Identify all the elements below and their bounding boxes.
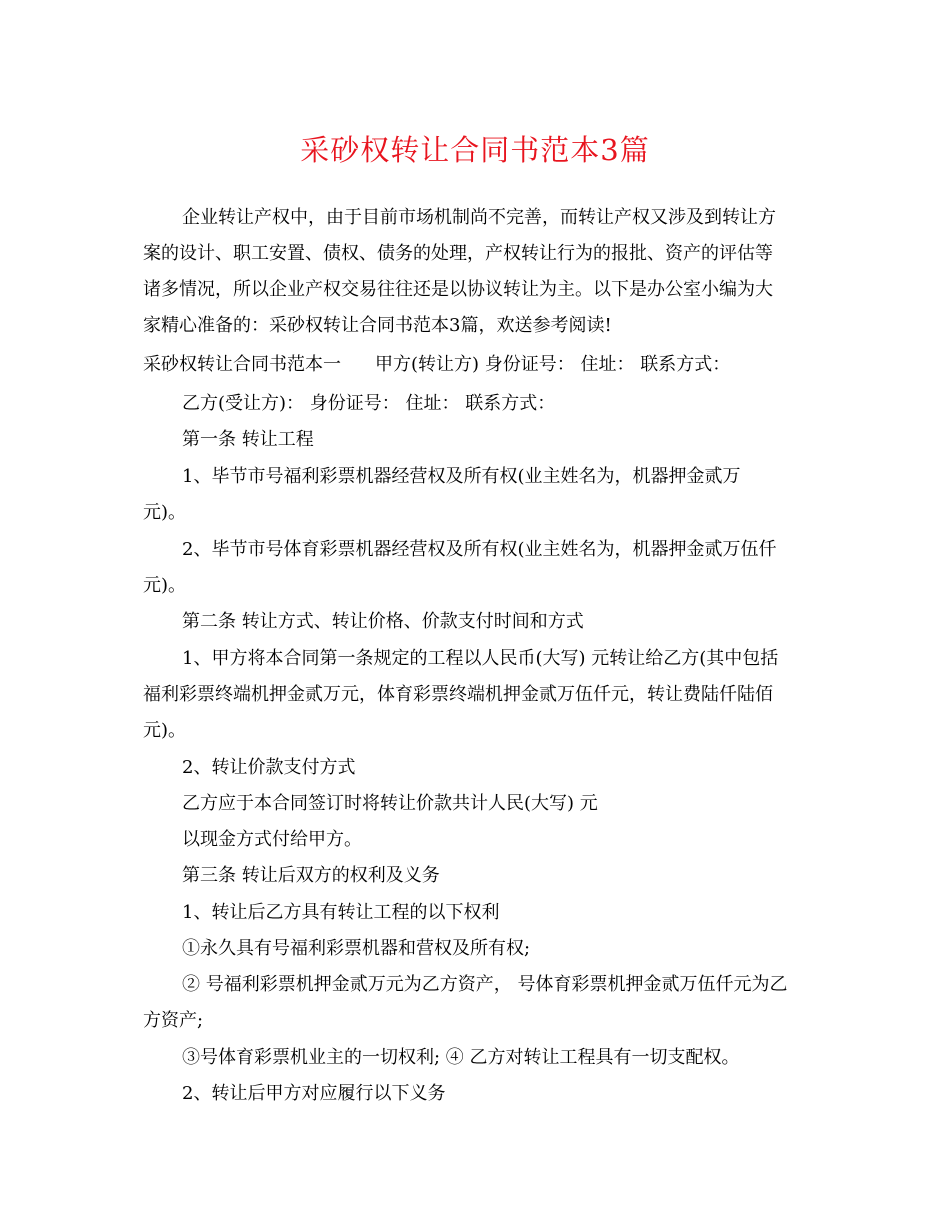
intro-line: 家精心准备的：采砂权转让合同书范本3篇，欢送参考阅读! (143, 315, 612, 336)
intro-line: 诸多情况，所以企业产权交易往往还是以协议转让为主。以下是办公室小编为大 (143, 279, 773, 300)
article-heading: 第三条 转让后双方的权利及义务 (182, 865, 440, 886)
clause-line: 方资产; (143, 1010, 204, 1031)
clause-line: 元)。 (143, 502, 187, 523)
party-a-line: 甲方(转让方) 身份证号： 住址： 联系方式： (375, 354, 731, 375)
clause-line: 2、转让价款支付方式 (182, 757, 356, 778)
article-heading: 第一条 转让工程 (182, 429, 314, 450)
sample-heading-row (143, 352, 730, 378)
clause-line: ①永久具有号福利彩票机器和营权及所有权; (182, 938, 531, 959)
intro-line: 案的设计、职工安置、债权、债务的处理，产权转让行为的报批、资产的评估等 (143, 243, 773, 264)
document-title: 采砂权转让合同书范本3篇 (300, 133, 650, 167)
sample-heading: 采砂权转让合同书范本一 (143, 354, 341, 375)
intro-line: 企业转让产权中，由于目前市场机制尚不完善，而转让产权又涉及到转让方 (182, 207, 776, 228)
clause-line: 2、毕节市号体育彩票机器经营权及所有权(业主姓名为，机器押金贰万伍仟 (182, 539, 777, 560)
clause-line: ② 号福利彩票机押金贰万元为乙方资产， 号体育彩票机押金贰万伍仟元为乙 (182, 974, 788, 995)
clause-line: 元)。 (143, 575, 187, 596)
article-heading: 第二条 转让方式、转让价格、价款支付时间和方式 (182, 611, 584, 632)
clause-line: 1、转让后乙方具有转让工程的以下权利 (182, 902, 500, 923)
clause-line: 乙方应于本合同签订时将转让价款共计人民(大写) 元 (182, 793, 598, 814)
party-b-line: 乙方(受让方)： 身份证号： 住址： 联系方式： (182, 393, 556, 414)
clause-line: 1、毕节市号福利彩票机器经营权及所有权(业主姓名为，机器押金贰万 (182, 466, 741, 487)
clause-line: 2、转让后甲方对应履行以下义务 (182, 1083, 446, 1104)
clause-line: 1、甲方将本合同第一条规定的工程以人民币(大写) 元转让给乙方(其中包括 (182, 648, 779, 669)
clause-line: ③号体育彩票机业主的一切权利; ④ 乙方对转让工程具有一切支配权。 (182, 1047, 740, 1068)
clause-line: 元)。 (143, 720, 187, 741)
clause-line: 以现金方式付给甲方。 (182, 829, 362, 850)
clause-line: 福利彩票终端机押金贰万元，体育彩票终端机押金贰万伍仟元，转让费陆仟陆佰 (143, 684, 773, 705)
